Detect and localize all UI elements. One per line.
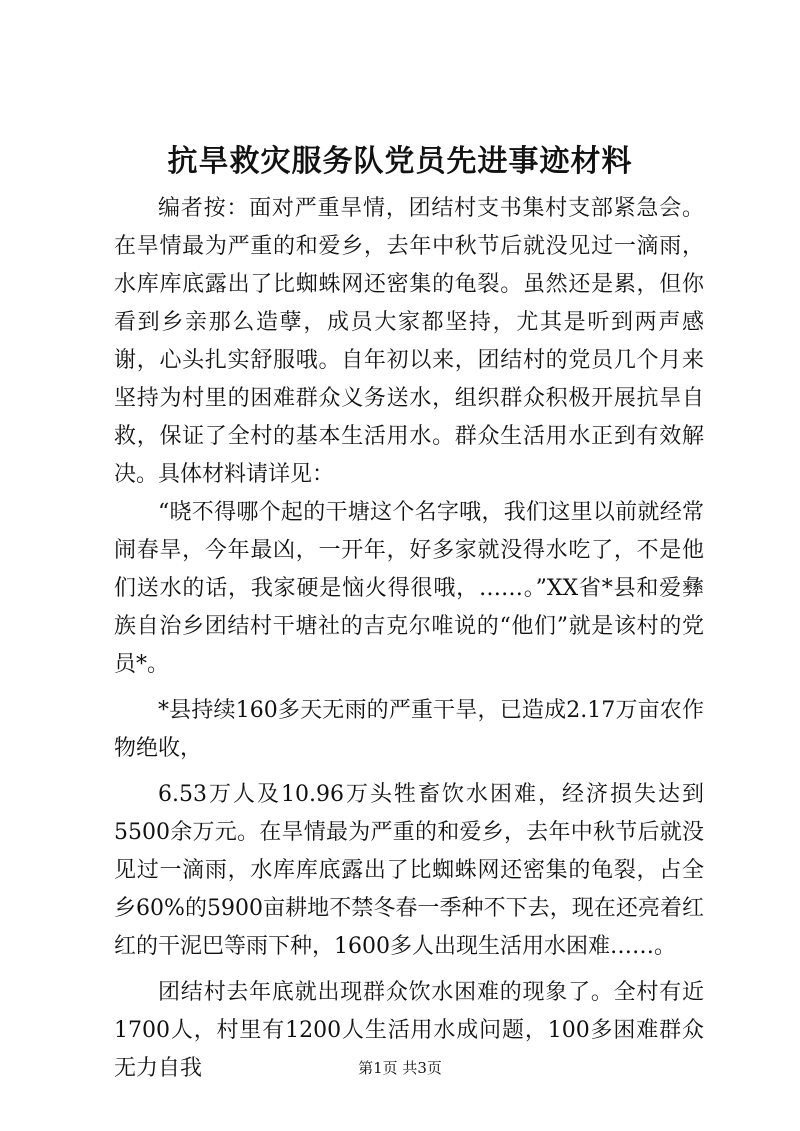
paragraph-editor-note: 编者按：面对严重旱情，团结村支书集村支部紧急会。在旱情最为严重的和爱乡，去年中秋节后就没见过一滴雨，水库库底露出了比蜘蛛网还密集的龟裂。虽然还是累，但你看到乡亲那么造孽，成员大家都坚持，尤其是听到两声感谢，心头扎实舒服哦。自年初以来，团结村的党员几个月来坚持为村里的困难群众义务送水，组织群众积极开展抗旱自救，保证了全村的基本生活用水。群众生活用水正到有效解决。具体材料请详见：: [114, 196, 704, 487]
paragraph-quote: “晓不得哪个起的干塘这个名字哦，我们这里以前就经常闹春旱，今年最凶，一开年，好多家就没得水吃了，不是他们送水的话，我家硬是恼火得很哦，……。”XX省*县和爱彝族自治乡团结村干塘社的吉克尔唯说的“他们”就是该村的党员*。: [114, 500, 704, 677]
paragraph-drought-stats: *县持续160多天无雨的严重干旱，已造成2.17万亩农作物绝收，: [114, 698, 704, 761]
document-body: [114, 190, 704, 1088]
paragraph-village-situation: 团结村去年底就出现群众饮水困难的现象了。全村有近1700人，村里有1200人生活用水成问题，100多困难群众无力自我: [114, 980, 704, 1081]
paragraph-losses: 6.53万人及10.96万头牲畜饮水困难，经济损失达到5500余万元。在旱情最为严重的和爱乡，去年中秋节后就没见过一滴雨，水库库底露出了比蜘蛛网还密集的龟裂，占全乡60%的5900亩耕地不禁冬春一季种不下去，现在还亮着红红的干泥巴等雨下种，1600多人出现生活用水困难……。: [114, 782, 704, 959]
page-title: 抗旱救灾服务队党员先进事迹材料: [167, 144, 633, 179]
page-number-footer: 第1页 共3页: [358, 1059, 442, 1077]
